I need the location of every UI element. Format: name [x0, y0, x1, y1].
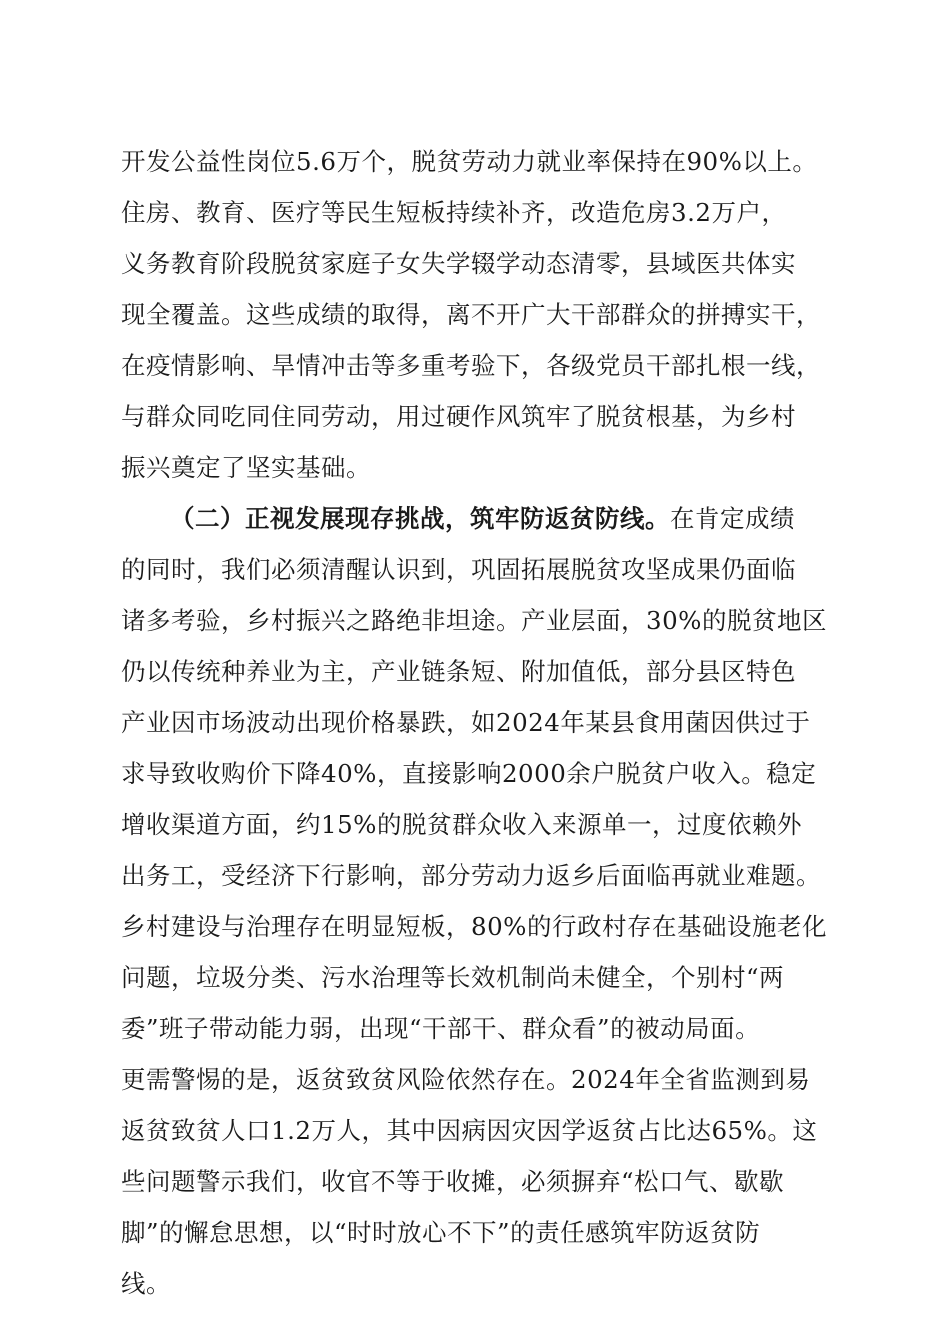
text-line: 些问题警示我们，收官不等于收摊，必须摒弃“松口气、歇歇 [121, 1167, 785, 1196]
text-line: 的同时，我们必须清醒认识到，巩固拓展脱贫攻坚成果仍面临 [121, 555, 796, 584]
text-line: 振兴奠定了坚实基础。 [121, 453, 371, 482]
section-heading: （二）正视发展现存挑战，筑牢防返贫防线。 [170, 504, 670, 533]
text-line: 诸多考验，乡村振兴之路绝非坦途。产业层面，30%的脱贫地区 [121, 606, 827, 635]
heading-continuation: 在肯定成绩 [670, 504, 795, 533]
text-line: 与群众同吃同住同劳动，用过硬作风筑牢了脱贫根基，为乡村 [121, 402, 796, 431]
text-line: 乡村建设与治理存在明显短板，80%的行政村存在基础设施老化 [121, 912, 827, 941]
text-line: 求导致收购价下降40%，直接影响2000余户脱贫户收入。稳定 [121, 759, 817, 788]
text-line: 产业因市场波动出现价格暴跌，如2024年某县食用菌因供过于 [121, 708, 811, 737]
text-line: 增收渠道方面，约15%的脱贫群众收入来源单一，过度依赖外 [121, 810, 802, 839]
text-line: 委”班子带动能力弱，出现“干部干、群众看”的被动局面。 [121, 1014, 761, 1043]
text-line: 出务工，受经济下行影响，部分劳动力返乡后面临再就业难题。 [121, 861, 821, 890]
text-line: 仍以传统种养业为主，产业链条短、附加值低，部分县区特色 [121, 657, 796, 686]
text-line: 义务教育阶段脱贫家庭子女失学辍学动态清零，县域医共体实 [121, 249, 796, 278]
text-line: 返贫致贫人口1.2万人，其中因病因灾因学返贫占比达65%。这 [121, 1116, 818, 1145]
text-line: 问题，垃圾分类、污水治理等长效机制尚未健全，个别村“两 [121, 963, 785, 992]
section-heading-line [170, 504, 795, 534]
text-line: 脚”的懈怠思想，以“时时放心不下”的责任感筑牢防返贫防 [121, 1218, 761, 1247]
text-line: 现全覆盖。这些成绩的取得，离不开广大干部群众的拼搏实干， [121, 300, 821, 329]
text-line: 住房、教育、医疗等民生短板持续补齐，改造危房3.2万户， [121, 198, 787, 227]
text-line: 线。 [121, 1269, 171, 1298]
text-line: 在疫情影响、旱情冲击等多重考验下，各级党员干部扎根一线， [121, 351, 821, 380]
text-line: 开发公益性岗位5.6万个，脱贫劳动力就业率保持在90%以上。 [121, 147, 818, 176]
text-line: 更需警惕的是，返贫致贫风险依然存在。2024年全省监测到易 [121, 1065, 811, 1094]
